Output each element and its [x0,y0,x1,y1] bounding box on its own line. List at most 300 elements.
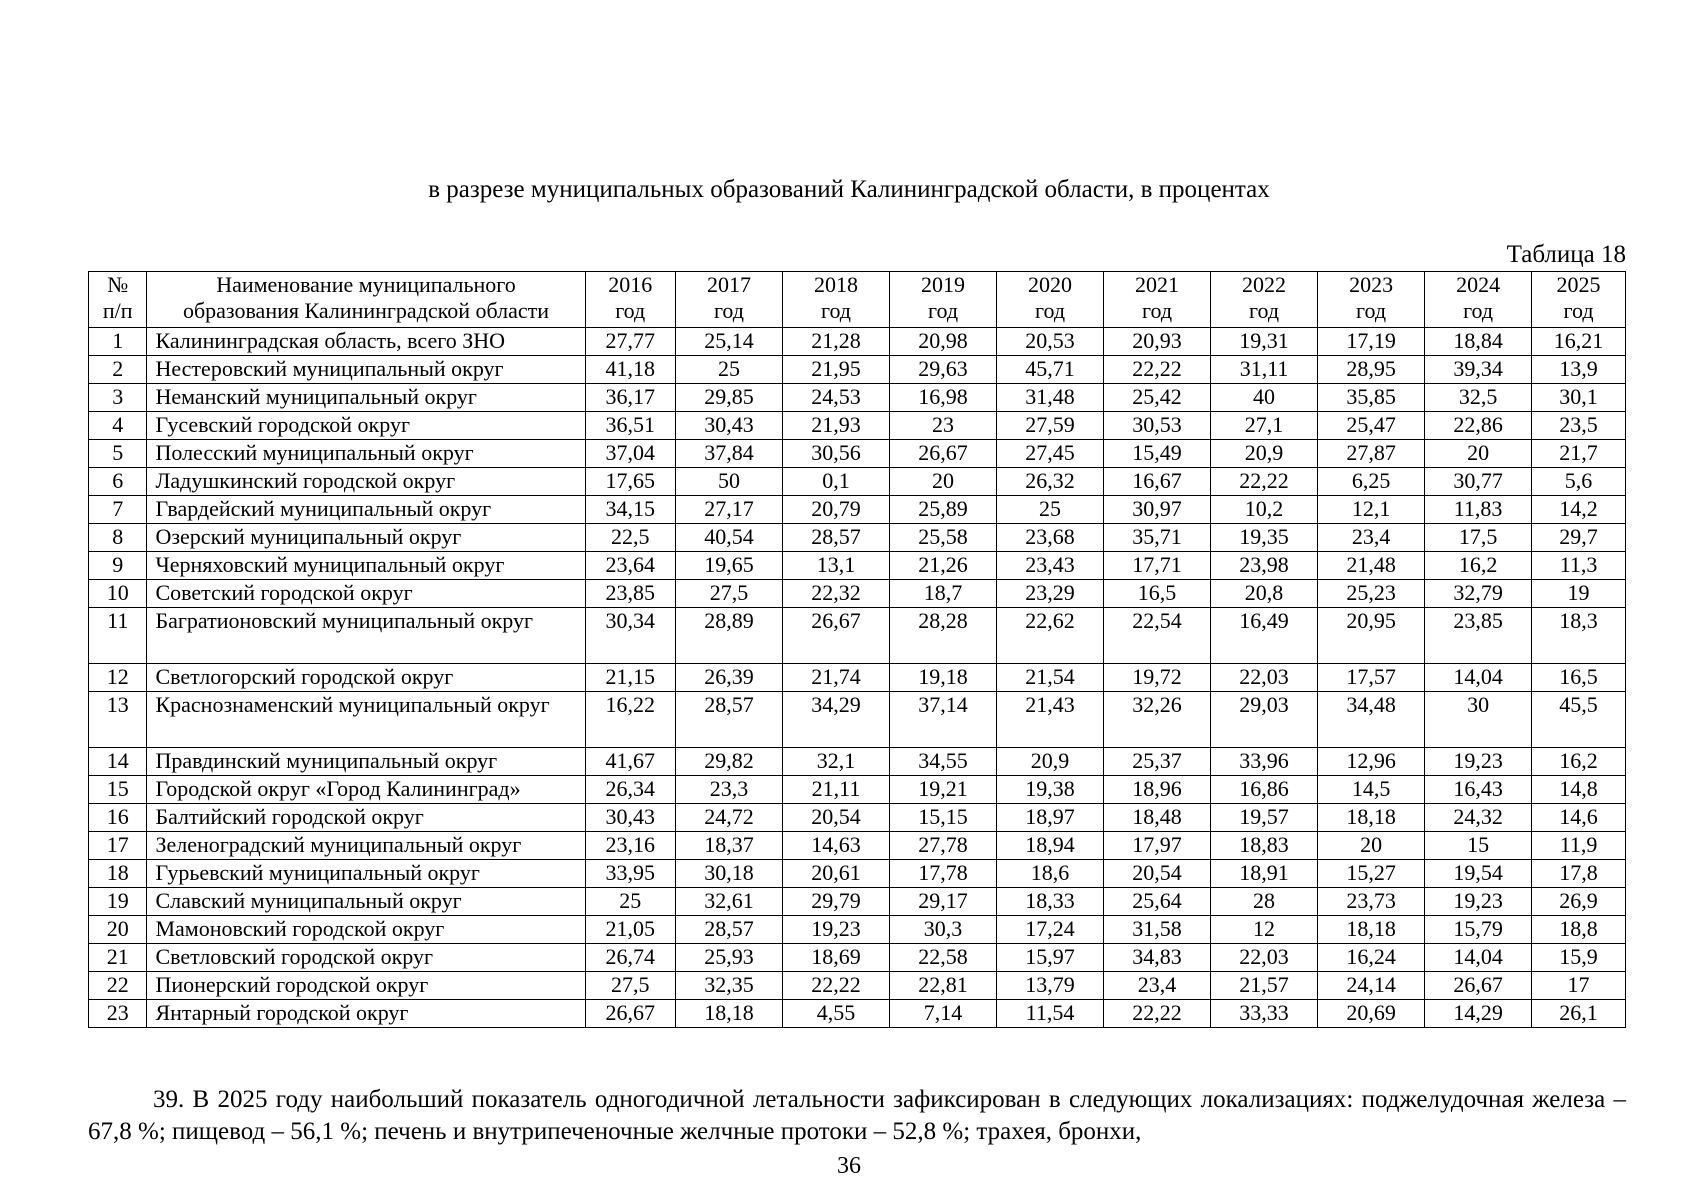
municipality-name-cell: Мамоновский городской округ [147,916,585,944]
value-cell: 13,79 [997,972,1104,1000]
municipality-name-cell: Багратионовский муниципальный округ [147,608,585,664]
value-cell: 21,95 [782,356,889,384]
value-cell: 19,23 [782,916,889,944]
column-header-line: год [1142,298,1173,323]
value-cell: 17,19 [1318,328,1425,356]
value-cell: 34,83 [1104,944,1211,972]
value-cell: 36,51 [585,412,675,440]
municipality-name-cell: Гурьевский муниципальный округ [147,860,585,888]
municipality-name-cell: Янтарный городской округ [147,1000,585,1028]
value-cell: 16,2 [1532,748,1626,776]
value-cell: 39,34 [1425,356,1532,384]
value-cell: 25,23 [1318,580,1425,608]
value-cell: 16,86 [1211,776,1318,804]
value-cell: 20,54 [1104,860,1211,888]
table-label: Таблица 18 [1506,241,1626,268]
value-cell: 18,7 [890,580,997,608]
value-cell: 23,85 [1425,608,1532,664]
value-cell: 35,71 [1104,524,1211,552]
column-header-line: 2024 [1456,272,1501,297]
value-cell: 26,34 [585,776,675,804]
column-header-line: год [820,298,852,323]
municipality-name-cell: Пионерский городской округ [147,972,585,1000]
value-cell: 28,57 [675,692,782,748]
table-row [89,580,1626,608]
value-cell: 10,2 [1211,496,1318,524]
value-cell: 28 [1211,888,1318,916]
value-cell: 29,79 [782,888,889,916]
value-cell: 21,57 [1211,972,1318,1000]
value-cell: 20,79 [782,496,889,524]
value-cell: 15,15 [890,804,997,832]
value-cell: 28,89 [675,608,782,664]
value-cell: 27,78 [890,832,997,860]
value-cell: 4,55 [782,1000,889,1028]
municipality-name-cell: Зеленоградский муниципальный округ [147,832,585,860]
column-header-line: Наименование муниципального [216,272,516,297]
value-cell: 17,71 [1104,552,1211,580]
value-cell: 21,93 [782,412,889,440]
value-cell: 32,5 [1425,384,1532,412]
municipality-name-cell: Славский муниципальный округ [147,888,585,916]
value-cell: 15,79 [1425,916,1532,944]
value-cell: 14,2 [1532,496,1626,524]
value-cell: 19,38 [997,776,1104,804]
value-cell: 27,17 [675,496,782,524]
municipality-name-cell: Гусевский городской округ [147,412,585,440]
value-cell: 34,55 [890,748,997,776]
column-header [1104,272,1211,328]
table-row [89,664,1626,692]
value-cell: 26,67 [890,440,997,468]
value-cell: 30,97 [1104,496,1211,524]
value-cell: 26,1 [1532,1000,1626,1028]
lethality-table [88,271,1626,1028]
value-cell: 7,14 [890,1000,997,1028]
value-cell: 18,97 [997,804,1104,832]
column-header-line: год [1035,298,1066,323]
value-cell: 16,21 [1532,328,1626,356]
municipality-name-cell: Правдинский муниципальный округ [147,748,585,776]
value-cell: 14,04 [1425,664,1532,692]
table-row [89,888,1626,916]
value-cell: 29,17 [890,888,997,916]
value-cell: 19,23 [1425,748,1532,776]
value-cell: 23,5 [1532,412,1626,440]
municipality-name-cell: Полесский муниципальный округ [147,440,585,468]
value-cell: 22,03 [1211,944,1318,972]
column-header-line: год [1356,298,1387,323]
table-row [89,524,1626,552]
column-header [997,272,1104,328]
value-cell: 18,33 [997,888,1104,916]
value-cell: 18,6 [997,860,1104,888]
column-header [147,272,585,328]
value-cell: 32,61 [675,888,782,916]
value-cell: 30 [1425,692,1532,748]
value-cell: 12,1 [1318,496,1425,524]
value-cell: 34,48 [1318,692,1425,748]
column-header-line: 2023 [1349,272,1394,297]
value-cell: 45,5 [1532,692,1626,748]
value-cell: 17,97 [1104,832,1211,860]
table-row [89,972,1626,1000]
value-cell: 18,96 [1104,776,1211,804]
column-header-line: 2017 [706,272,751,297]
column-header-line: 2019 [921,272,965,297]
value-cell: 45,71 [997,356,1104,384]
value-cell: 21,54 [997,664,1104,692]
municipality-name-cell: Городской округ «Город Калининград» [147,776,585,804]
table-caption: в разрезе муниципальных образований Калининградской области, в процентах [428,176,1270,203]
table-row [89,384,1626,412]
value-cell: 23,85 [585,580,675,608]
row-number-cell: 15 [89,776,147,804]
municipality-name-cell: Неманский муниципальный округ [147,384,585,412]
value-cell: 19,21 [890,776,997,804]
value-cell: 20,8 [1211,580,1318,608]
value-cell: 23,64 [585,552,675,580]
value-cell: 11,3 [1532,552,1626,580]
value-cell: 16,5 [1104,580,1211,608]
value-cell: 22,81 [890,972,997,1000]
value-cell: 19,18 [890,664,997,692]
column-header [1318,272,1425,328]
value-cell: 18,18 [1318,916,1425,944]
row-number-cell: 13 [89,692,147,748]
value-cell: 14,5 [1318,776,1425,804]
value-cell: 26,39 [675,664,782,692]
table-row [89,748,1626,776]
value-cell: 18,94 [997,832,1104,860]
value-cell: 24,53 [782,384,889,412]
column-header-line: год [1249,298,1280,323]
value-cell: 20,69 [1318,1000,1425,1028]
column-header-line: год [615,298,646,323]
value-cell: 20,93 [1104,328,1211,356]
municipality-name-cell: Советский городской округ [147,580,585,608]
value-cell: 30,34 [585,608,675,664]
value-cell: 27,45 [997,440,1104,468]
value-cell: 19,35 [1211,524,1318,552]
value-cell: 22,32 [782,580,889,608]
value-cell: 11,9 [1532,832,1626,860]
value-cell: 27,5 [675,580,782,608]
value-cell: 16,49 [1211,608,1318,664]
value-cell: 32,26 [1104,692,1211,748]
value-cell: 18,18 [1318,804,1425,832]
value-cell: 18,37 [675,832,782,860]
value-cell: 20 [890,468,997,496]
column-header [890,272,997,328]
value-cell: 27,87 [1318,440,1425,468]
column-header-line: 2018 [813,272,858,297]
value-cell: 14,8 [1532,776,1626,804]
row-number-cell: 19 [89,888,147,916]
value-cell: 30,18 [675,860,782,888]
value-cell: 30,1 [1532,384,1626,412]
value-cell: 20,54 [782,804,889,832]
page-number: 36 [837,1153,861,1179]
value-cell: 27,5 [585,972,675,1000]
value-cell: 19 [1532,580,1626,608]
municipality-name-cell: Черняховский муниципальный округ [147,552,585,580]
value-cell: 26,74 [585,944,675,972]
value-cell: 30,43 [585,804,675,832]
value-cell: 20 [1425,440,1532,468]
value-cell: 22,86 [1425,412,1532,440]
value-cell: 5,6 [1532,468,1626,496]
value-cell: 23,43 [997,552,1104,580]
column-header-line: год [1563,298,1594,323]
value-cell: 20,53 [997,328,1104,356]
column-header-line: образования Калининградской области [182,298,550,323]
table-row [89,916,1626,944]
value-cell: 29,82 [675,748,782,776]
value-cell: 20,95 [1318,608,1425,664]
value-cell: 15,9 [1532,944,1626,972]
value-cell: 30,53 [1104,412,1211,440]
value-cell: 23,29 [997,580,1104,608]
municipality-name-cell: Балтийский городской округ [147,804,585,832]
table-row [89,440,1626,468]
value-cell: 25,93 [675,944,782,972]
value-cell: 23,4 [1318,524,1425,552]
value-cell: 15 [1425,832,1532,860]
row-number-cell: 9 [89,552,147,580]
value-cell: 16,24 [1318,944,1425,972]
value-cell: 20,9 [997,748,1104,776]
value-cell: 32,79 [1425,580,1532,608]
value-cell: 29,7 [1532,524,1626,552]
value-cell: 26,9 [1532,888,1626,916]
table-body [89,328,1626,1028]
value-cell: 21,11 [782,776,889,804]
value-cell: 0,1 [782,468,889,496]
value-cell: 27,77 [585,328,675,356]
column-header-line: 2025 [1556,272,1601,297]
row-number-cell: 16 [89,804,147,832]
value-cell: 22,5 [585,524,675,552]
value-cell: 14,63 [782,832,889,860]
value-cell: 34,15 [585,496,675,524]
value-cell: 30,77 [1425,468,1532,496]
table-row [89,804,1626,832]
value-cell: 25,42 [1104,384,1211,412]
municipality-name-cell: Озерский муниципальный округ [147,524,585,552]
value-cell: 25,58 [890,524,997,552]
value-cell: 26,67 [1425,972,1532,1000]
value-cell: 17,65 [585,468,675,496]
value-cell: 30,3 [890,916,997,944]
value-cell: 25,64 [1104,888,1211,916]
value-cell: 18,91 [1211,860,1318,888]
value-cell: 18,48 [1104,804,1211,832]
value-cell: 30,56 [782,440,889,468]
value-cell: 22,22 [782,972,889,1000]
value-cell: 33,33 [1211,1000,1318,1028]
value-cell: 25,14 [675,328,782,356]
value-cell: 21,05 [585,916,675,944]
value-cell: 35,85 [1318,384,1425,412]
value-cell: 18,8 [1532,916,1626,944]
value-cell: 25 [585,888,675,916]
value-cell: 16,22 [585,692,675,748]
table-row [89,412,1626,440]
value-cell: 23,73 [1318,888,1425,916]
value-cell: 20,61 [782,860,889,888]
value-cell: 6,25 [1318,468,1425,496]
column-header [1425,272,1532,328]
value-cell: 14,6 [1532,804,1626,832]
value-cell: 21,43 [997,692,1104,748]
row-number-cell: 21 [89,944,147,972]
value-cell: 26,67 [585,1000,675,1028]
value-cell: 12,96 [1318,748,1425,776]
row-number-cell: 17 [89,832,147,860]
value-cell: 23 [890,412,997,440]
table-row [89,608,1626,664]
table-header-row [89,272,1626,328]
value-cell: 33,95 [585,860,675,888]
column-header [585,272,675,328]
municipality-name-cell: Нестеровский муниципальный округ [147,356,585,384]
value-cell: 16,2 [1425,552,1532,580]
value-cell: 33,96 [1211,748,1318,776]
value-cell: 17 [1532,972,1626,1000]
value-cell: 18,83 [1211,832,1318,860]
row-number-cell: 4 [89,412,147,440]
value-cell: 31,48 [997,384,1104,412]
row-number-cell: 6 [89,468,147,496]
value-cell: 34,29 [782,692,889,748]
row-number-cell: 18 [89,860,147,888]
value-cell: 21,28 [782,328,889,356]
municipality-name-cell: Ладушкинский городской округ [147,468,585,496]
value-cell: 16,67 [1104,468,1211,496]
value-cell: 21,48 [1318,552,1425,580]
column-header-line: 2021 [1135,272,1180,297]
value-cell: 20,98 [890,328,997,356]
value-cell: 36,17 [585,384,675,412]
value-cell: 22,22 [1104,1000,1211,1028]
municipality-name-cell: Калининградская область, всего ЗНО [147,328,585,356]
value-cell: 21,74 [782,664,889,692]
table-row [89,1000,1626,1028]
value-cell: 40,54 [675,524,782,552]
value-cell: 40 [1211,384,1318,412]
value-cell: 23,68 [997,524,1104,552]
value-cell: 41,67 [585,748,675,776]
value-cell: 37,04 [585,440,675,468]
value-cell: 18,69 [782,944,889,972]
column-header [89,272,147,328]
value-cell: 29,03 [1211,692,1318,748]
column-header-line: год [713,298,744,323]
value-cell: 29,63 [890,356,997,384]
municipality-name-cell: Гвардейский муниципальный округ [147,496,585,524]
value-cell: 14,29 [1425,1000,1532,1028]
value-cell: 19,31 [1211,328,1318,356]
value-cell: 31,58 [1104,916,1211,944]
table-row [89,496,1626,524]
value-cell: 19,57 [1211,804,1318,832]
row-number-cell: 11 [89,608,147,664]
row-number-cell: 5 [89,440,147,468]
row-number-cell: 10 [89,580,147,608]
value-cell: 13,1 [782,552,889,580]
value-cell: 17,24 [997,916,1104,944]
value-cell: 16,43 [1425,776,1532,804]
municipality-name-cell: Светлогорский городской округ [147,664,585,692]
value-cell: 21,7 [1532,440,1626,468]
column-header [1211,272,1318,328]
value-cell: 17,57 [1318,664,1425,692]
value-cell: 24,32 [1425,804,1532,832]
value-cell: 17,8 [1532,860,1626,888]
table-row [89,692,1626,748]
value-cell: 31,11 [1211,356,1318,384]
value-cell: 22,62 [997,608,1104,664]
value-cell: 28,28 [890,608,997,664]
column-header [782,272,889,328]
row-number-cell: 20 [89,916,147,944]
value-cell: 22,22 [1104,356,1211,384]
value-cell: 32,1 [782,748,889,776]
value-cell: 18,84 [1425,328,1532,356]
value-cell: 17,5 [1425,524,1532,552]
row-number-cell: 3 [89,384,147,412]
table-row [89,328,1626,356]
value-cell: 28,57 [782,524,889,552]
column-header-line: № [107,272,129,297]
table-row [89,944,1626,972]
municipality-name-cell: Светловский городской округ [147,944,585,972]
value-cell: 22,22 [1211,468,1318,496]
value-cell: 11,83 [1425,496,1532,524]
value-cell: 41,18 [585,356,675,384]
value-cell: 27,1 [1211,412,1318,440]
value-cell: 24,72 [675,804,782,832]
value-cell: 23,16 [585,832,675,860]
value-cell: 18,3 [1532,608,1626,664]
value-cell: 37,14 [890,692,997,748]
value-cell: 16,5 [1532,664,1626,692]
value-cell: 17,78 [890,860,997,888]
column-header-line: 2022 [1242,272,1287,297]
value-cell: 18,18 [675,1000,782,1028]
value-cell: 19,23 [1425,888,1532,916]
value-cell: 25,37 [1104,748,1211,776]
value-cell: 28,95 [1318,356,1425,384]
value-cell: 37,84 [675,440,782,468]
value-cell: 25 [997,496,1104,524]
value-cell: 22,54 [1104,608,1211,664]
row-number-cell: 7 [89,496,147,524]
value-cell: 25 [675,356,782,384]
column-header-line: год [1463,298,1494,323]
table-row [89,468,1626,496]
row-number-cell: 12 [89,664,147,692]
value-cell: 24,14 [1318,972,1425,1000]
value-cell: 19,54 [1425,860,1532,888]
column-header [675,272,782,328]
table-row [89,552,1626,580]
row-number-cell: 1 [89,328,147,356]
value-cell: 23,4 [1104,972,1211,1000]
value-cell: 15,97 [997,944,1104,972]
value-cell: 23,3 [675,776,782,804]
